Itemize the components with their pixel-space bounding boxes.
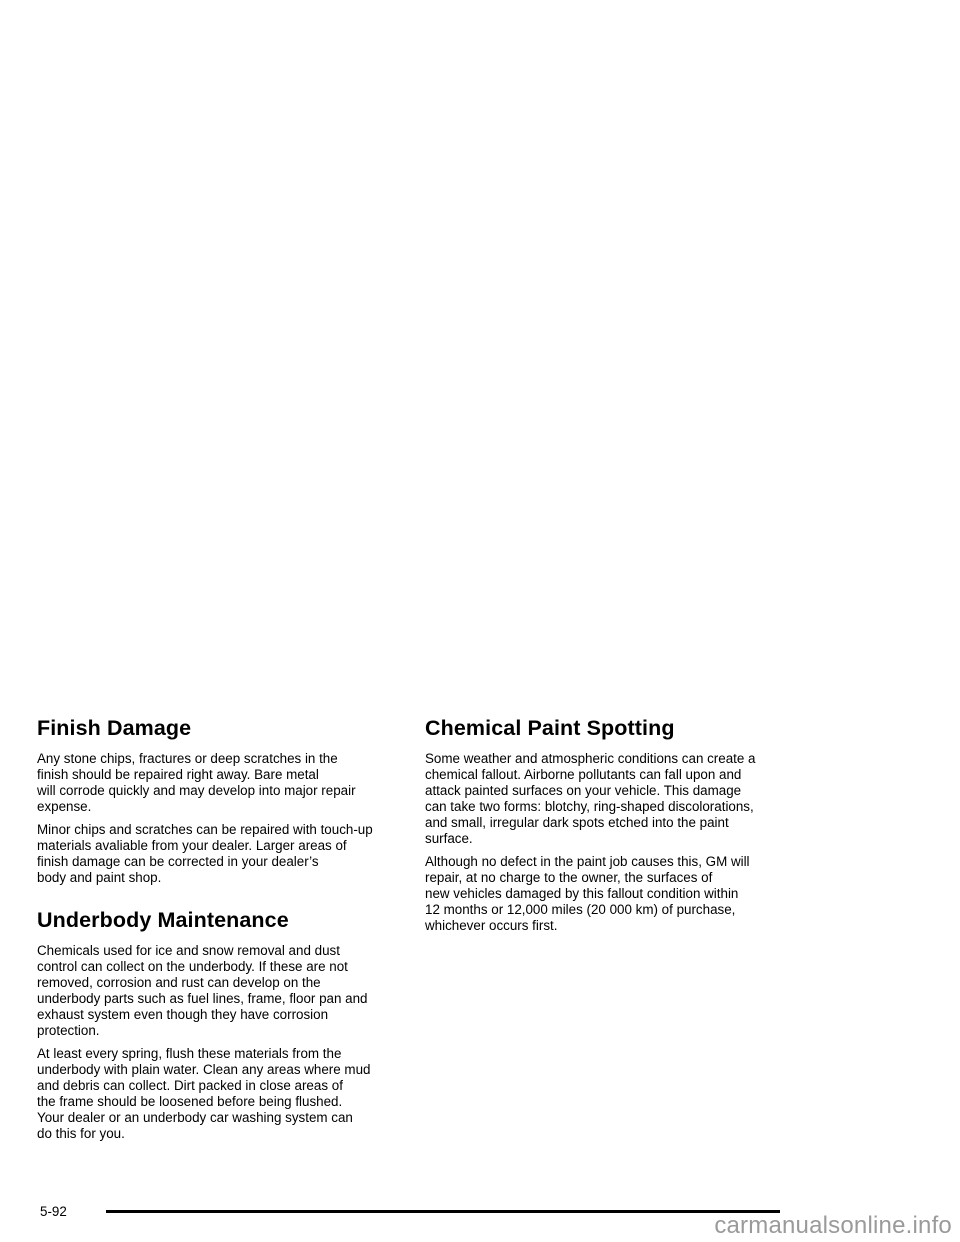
- right-column: [425, 714, 795, 941]
- underbody-maintenance-paragraph-1: Chemicals used for ice and snow removal and dust control can collect on the underbody. If these are not removed, corrosion and rust can develop on the underbody parts such as fuel lines, frame, floor pan and exhaust system even though they have corrosion protection.: [37, 943, 368, 1038]
- left-column: [37, 714, 399, 1149]
- finish-damage-paragraph-1: Any stone chips, fractures or deep scratches in the finish should be repaired right away. Bare metal will corrode quickly and may develop into major repair expense.: [37, 751, 356, 814]
- chemical-paint-spotting-paragraph-1: Some weather and atmospheric conditions can create a chemical fallout. Airborne pollutants can fall upon and attack painted surfaces on your vehicle. This damage can take two forms: blotchy, ring-shaped discolorations, and small, irregular dark spots etched into the paint surface.: [425, 751, 756, 846]
- underbody-maintenance-heading: Underbody Maintenance: [37, 908, 289, 932]
- underbody-maintenance-paragraph-2: At least every spring, flush these materials from the underbody with plain water. Clean any areas where mud and debris can collect. Dirt packed in close areas of the frame should be loosened before being flushed. Your dealer or an underbody car washing system can do this for you.: [37, 1046, 371, 1141]
- footer-rule: [106, 1210, 780, 1213]
- chemical-paint-spotting-heading: Chemical Paint Spotting: [425, 716, 675, 740]
- page-number: 5-92: [40, 1204, 67, 1219]
- finish-damage-paragraph-2: Minor chips and scratches can be repaired with touch-up materials avaliable from your dealer. Larger areas of finish damage can be corrected in your dealer’s body and paint shop.: [37, 822, 373, 885]
- watermark: carmanualsonline.info: [714, 1212, 952, 1239]
- finish-damage-heading: Finish Damage: [37, 716, 192, 740]
- chemical-paint-spotting-paragraph-2: Although no defect in the paint job causes this, GM will repair, at no charge to the owner, the surfaces of new vehicles damaged by this fallout condition within 12 months or 12,000 miles (20 000 km) of purchase, whichever occurs first.: [425, 854, 750, 933]
